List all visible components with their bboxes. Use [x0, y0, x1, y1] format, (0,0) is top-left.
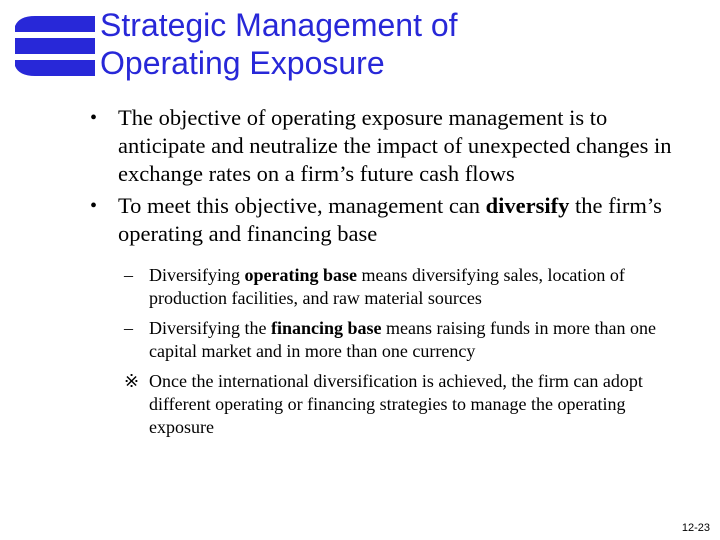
title-line-1: Strategic Management of: [100, 7, 458, 43]
dash-icon: –: [124, 318, 133, 338]
subbullet-text-before: Diversifying the: [149, 318, 271, 338]
bullet-dot-icon: •: [90, 107, 98, 129]
bullet-text-before: To meet this objective, management can: [118, 193, 486, 218]
note-text: Once the international diversification is achieved, the firm can adopt different operating or financing strategies to manage the operating exposure: [149, 371, 643, 437]
stacked-bars-logo-icon: [5, 8, 95, 83]
subbullet-financing-base: [86, 317, 686, 363]
title-line-2: Operating Exposure: [100, 45, 385, 81]
subbullet-text-before: Diversifying: [149, 265, 245, 285]
subbullet-text-after: means diversifying sales, location of production facilities, and raw material sources: [149, 265, 625, 308]
bullet-text-after: the firm’s operating and financing base: [118, 193, 662, 246]
subbullet-text-bold: financing base: [270, 318, 382, 338]
bullet-dot-icon: •: [90, 195, 98, 217]
dash-icon: –: [124, 265, 133, 285]
reference-mark-icon: ※: [124, 371, 140, 391]
subbullet-text-after: means raising funds in more than one capital market and in more than one currency: [149, 318, 656, 361]
subbullet-operating-base: [86, 264, 686, 310]
slide-title: [100, 6, 700, 82]
subbullet-text-bold: operating base: [244, 265, 357, 285]
slide-number: 12-23: [681, 522, 710, 534]
bullet-text: The objective of operating exposure management is to anticipate and neutralize the impact of unexpected changes in exchange rates on a firm’s future cash flows: [118, 105, 672, 186]
bullet-objective: [86, 104, 686, 188]
note-paragraph: [86, 370, 686, 439]
bullet-diversify: [86, 192, 686, 248]
bullet-text-bold: diversify: [485, 193, 570, 218]
slide-content: [86, 104, 686, 439]
